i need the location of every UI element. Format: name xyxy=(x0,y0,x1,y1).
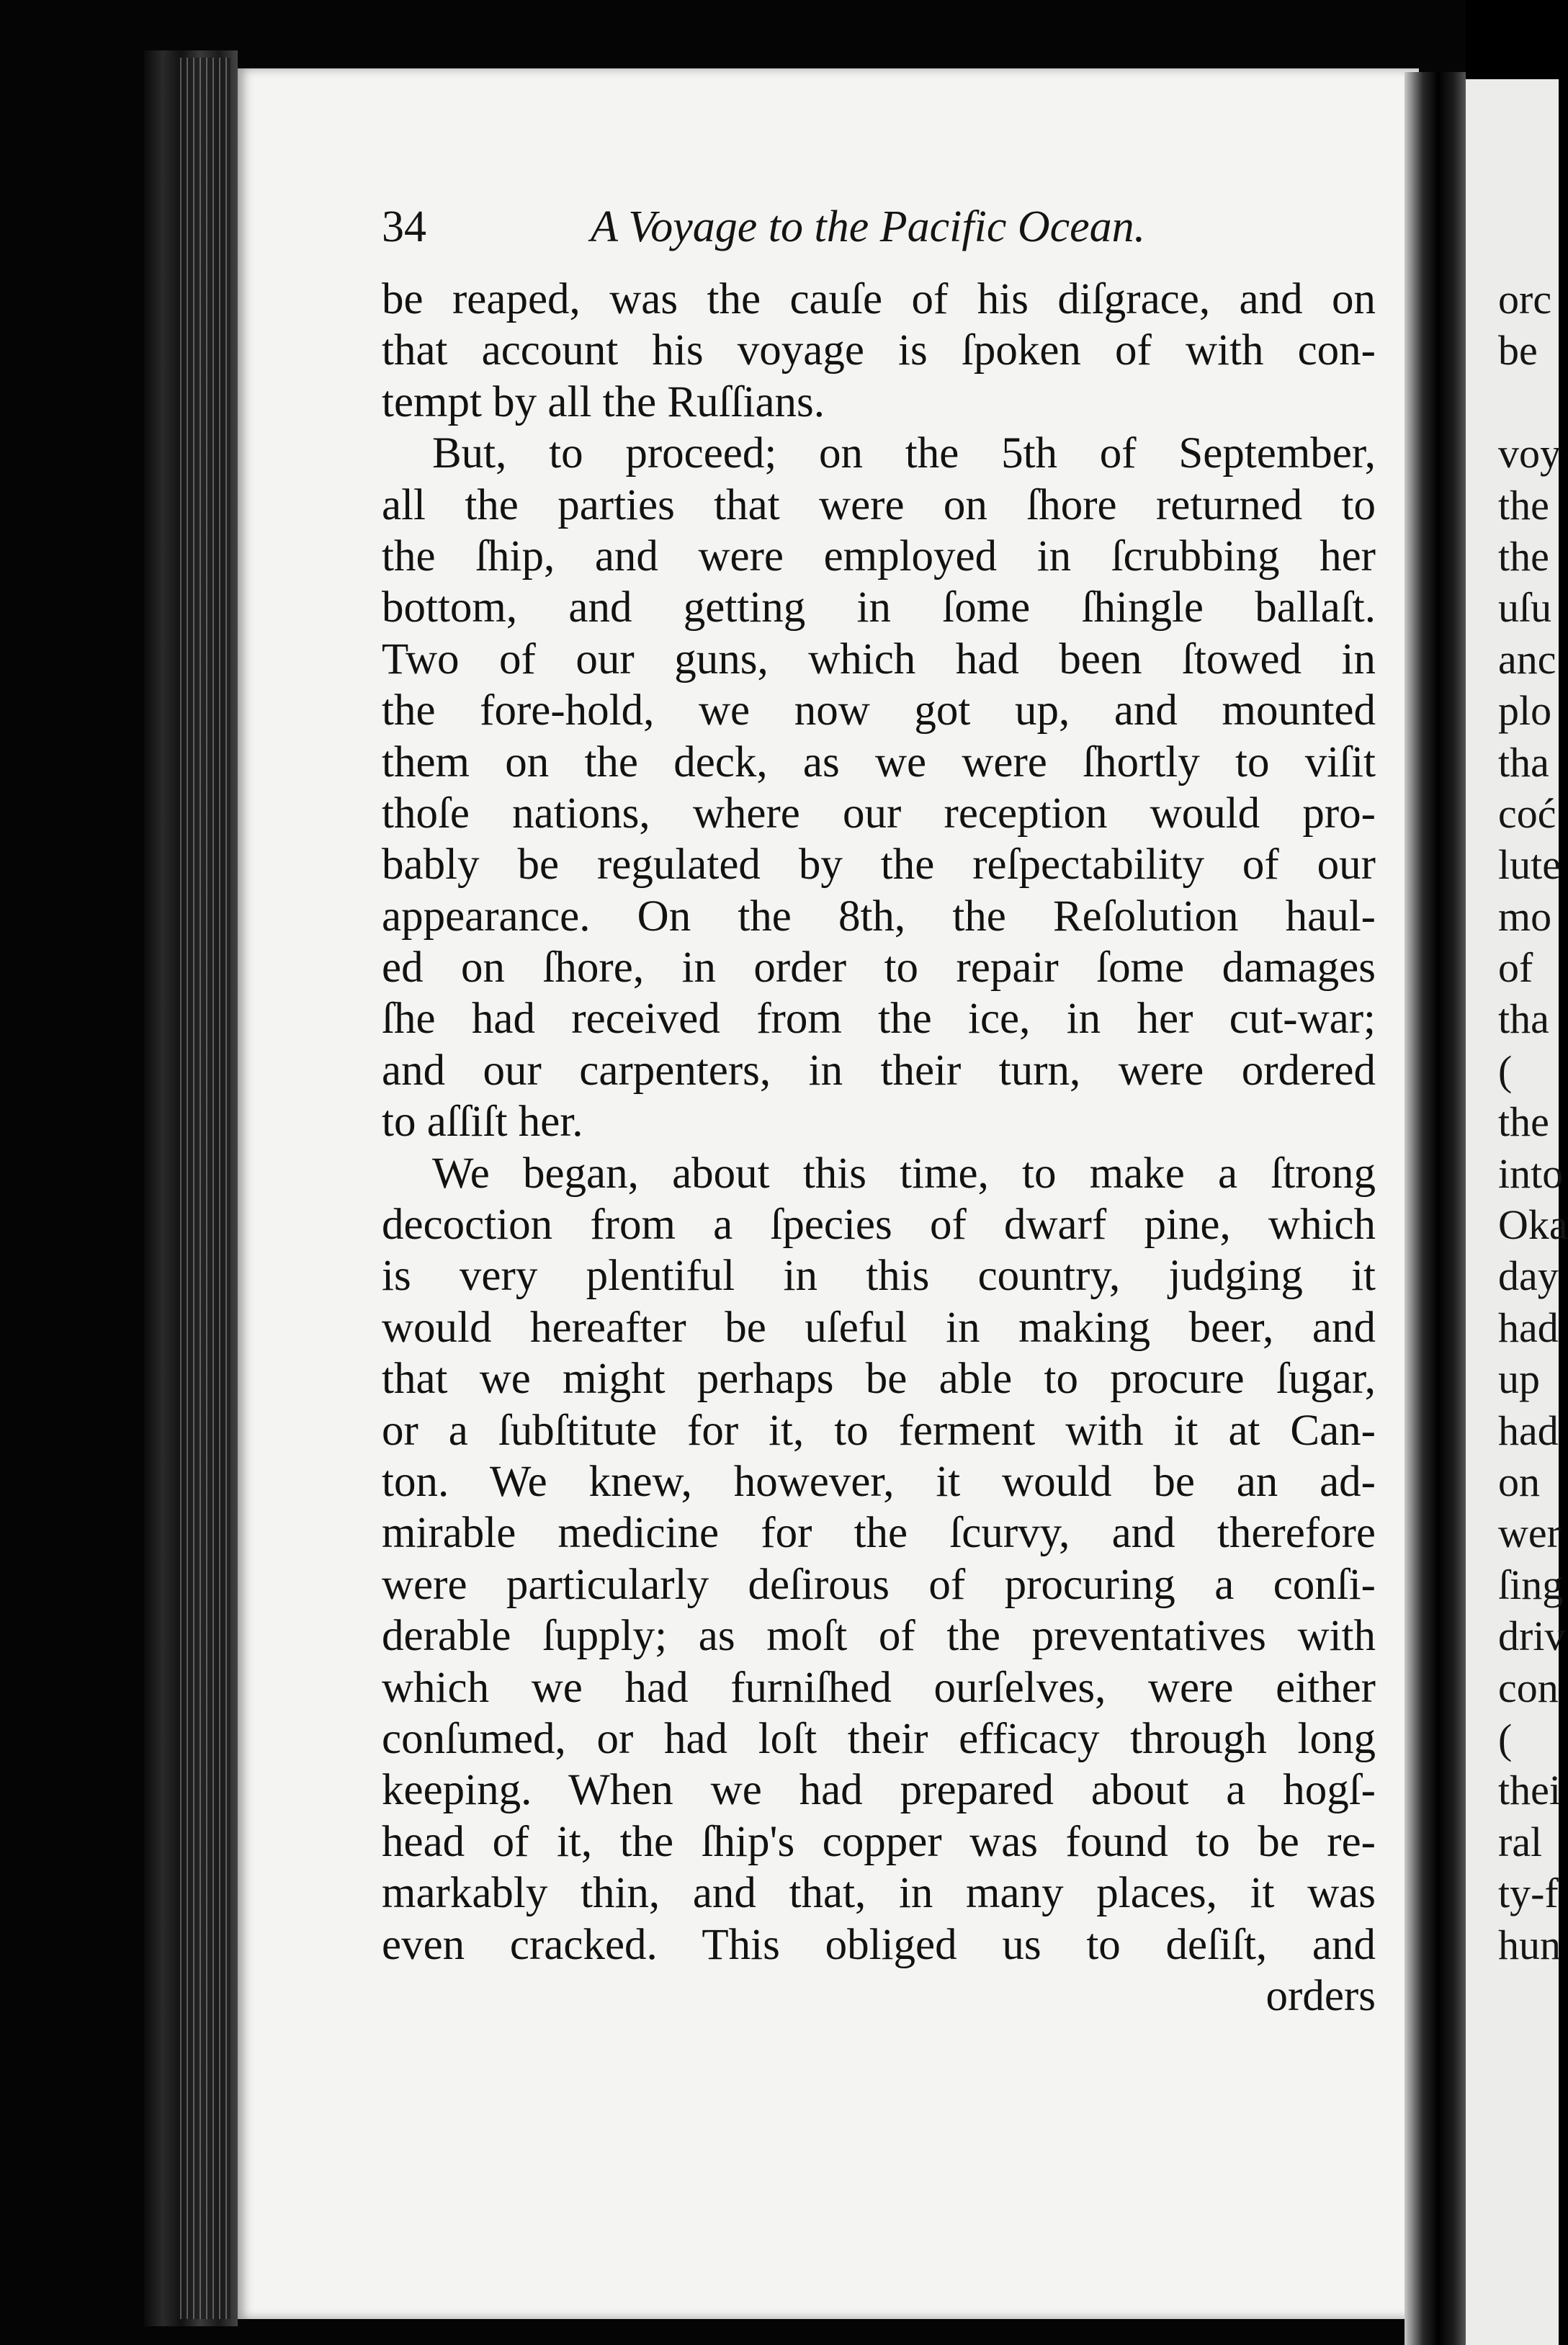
facing-fragment: had xyxy=(1498,1407,1559,1454)
text-line: and our carpenters, in their turn, were ordered xyxy=(382,1046,1376,1095)
facing-fragment: tha xyxy=(1498,738,1549,786)
facing-fragment: day xyxy=(1498,1252,1559,1300)
text-line: or a ſubſtitute for it, to ferment with it at Can- xyxy=(382,1406,1376,1455)
facing-fragment: hun xyxy=(1498,1921,1561,1968)
facing-fragment: lute xyxy=(1498,841,1561,889)
facing-fragment: wer xyxy=(1498,1510,1561,1557)
facing-fragment: ral xyxy=(1498,1818,1543,1865)
text-line: mirable medicine for the ſcurvy, and therefore xyxy=(382,1509,1376,1558)
text-line: would hereafter be uſeful in making beer, and xyxy=(382,1303,1376,1352)
facing-fragment: into xyxy=(1498,1149,1564,1197)
text-line: bottom, and getting in ſome ſhingle ballaſt. xyxy=(382,583,1376,632)
text-line: ſhe had received from the ice, in her cut-war; xyxy=(382,995,1376,1044)
facing-fragment: ſing xyxy=(1498,1561,1564,1608)
facing-fragment: of xyxy=(1498,944,1533,992)
facing-fragment: mo xyxy=(1498,892,1552,940)
facing-fragment xyxy=(1498,377,1559,428)
text-line: We began, about this time, to make a ſtrong xyxy=(432,1149,1376,1198)
text-line: ed on ſhore, in order to repair ſome damages xyxy=(382,943,1376,992)
text-line: But, to proceed; on the 5th of September, xyxy=(432,429,1376,478)
text-line: ton. We knew, however, it would be an ad- xyxy=(382,1457,1376,1506)
facing-fragment: voy xyxy=(1498,430,1561,477)
facing-fragment: tha xyxy=(1498,995,1549,1043)
text-line: be reaped, was the cauſe of his diſgrace, and on xyxy=(382,275,1376,323)
facing-fragment: coć xyxy=(1498,789,1556,837)
text-line: which we had furniſhed ourſelves, were either xyxy=(382,1663,1376,1712)
text-line: derable ſupply; as moſt of the preventatives with xyxy=(382,1612,1376,1661)
page-header xyxy=(382,194,1376,259)
body-text xyxy=(382,274,1376,2022)
text-line: decoction from a ſpecies of dwarf pine, which xyxy=(382,1201,1376,1250)
facing-fragment: the xyxy=(1498,532,1549,580)
facing-fragment: be xyxy=(1498,327,1538,375)
running-title: A Voyage to the Pacific Ocean. xyxy=(591,202,1146,251)
text-line: Two of our guns, which had been ſtowed in xyxy=(382,635,1376,683)
facing-fragment: plo xyxy=(1498,687,1552,735)
text-line: markably thin, and that, in many places, it was xyxy=(382,1869,1376,1918)
page-gutter xyxy=(1405,72,1466,2345)
facing-fragment: had xyxy=(1498,1304,1559,1351)
text-line: head of it, the ſhip's copper was found to be re- xyxy=(382,1817,1376,1866)
scan-background xyxy=(1466,0,1559,79)
facing-fragment: thei xyxy=(1498,1767,1561,1814)
text-line: all the parties that were on ſhore returned to xyxy=(382,480,1376,529)
facing-fragment: ( xyxy=(1498,1715,1513,1762)
facing-fragment: anc xyxy=(1498,635,1556,683)
text-line: to aſſiſt her. xyxy=(382,1098,583,1147)
text-line: appearance. On the 8th, the Reſolution haul- xyxy=(382,892,1376,941)
facing-fragment: ( xyxy=(1498,1046,1513,1094)
facing-fragment: Oka xyxy=(1498,1201,1568,1249)
text-line: conſumed, or had loſt their efficacy through long xyxy=(382,1714,1376,1763)
facing-page-text xyxy=(1498,274,1568,1970)
text-line: keeping. When we had prepared about a hogſ- xyxy=(382,1766,1376,1815)
page-number: 34 xyxy=(382,202,426,251)
text-line: the fore-hold, we now got up, and mounted xyxy=(382,686,1376,735)
facing-fragment: uſu xyxy=(1498,584,1552,632)
text-line: that account his voyage is ſpoken of with con- xyxy=(382,326,1376,375)
facing-fragment: ty-f xyxy=(1498,1870,1559,1917)
text-line: were particularly deſirous of procuring a conſi- xyxy=(382,1560,1376,1609)
page-edges xyxy=(180,58,230,2319)
text-line: even cracked. This obliged us to deſiſt, and xyxy=(382,1920,1376,1969)
facing-fragment: the xyxy=(1498,481,1549,529)
facing-fragment: orc xyxy=(1498,276,1552,323)
facing-fragment: on xyxy=(1498,1458,1540,1505)
text-line: them on the deck, as we were ſhortly to viſit xyxy=(382,737,1376,786)
text-line: tempt by all the Ruſſians. xyxy=(382,377,825,426)
text-line: the ſhip, and were employed in ſcrubbing her xyxy=(382,532,1376,580)
text-line: that we might perhaps be able to procure ſugar, xyxy=(382,1355,1376,1404)
text-line: is very plentiful in this country, judging it xyxy=(382,1252,1376,1301)
facing-fragment: con xyxy=(1498,1664,1559,1711)
facing-fragment: up xyxy=(1498,1355,1540,1403)
catchword: orders xyxy=(1265,1971,1376,2020)
facing-fragment: driv xyxy=(1498,1613,1566,1660)
text-line: thoſe nations, where our reception would pro- xyxy=(382,789,1376,838)
facing-fragment: the xyxy=(1498,1098,1549,1146)
text-line: bably be regulated by the reſpectability of our xyxy=(382,840,1376,889)
